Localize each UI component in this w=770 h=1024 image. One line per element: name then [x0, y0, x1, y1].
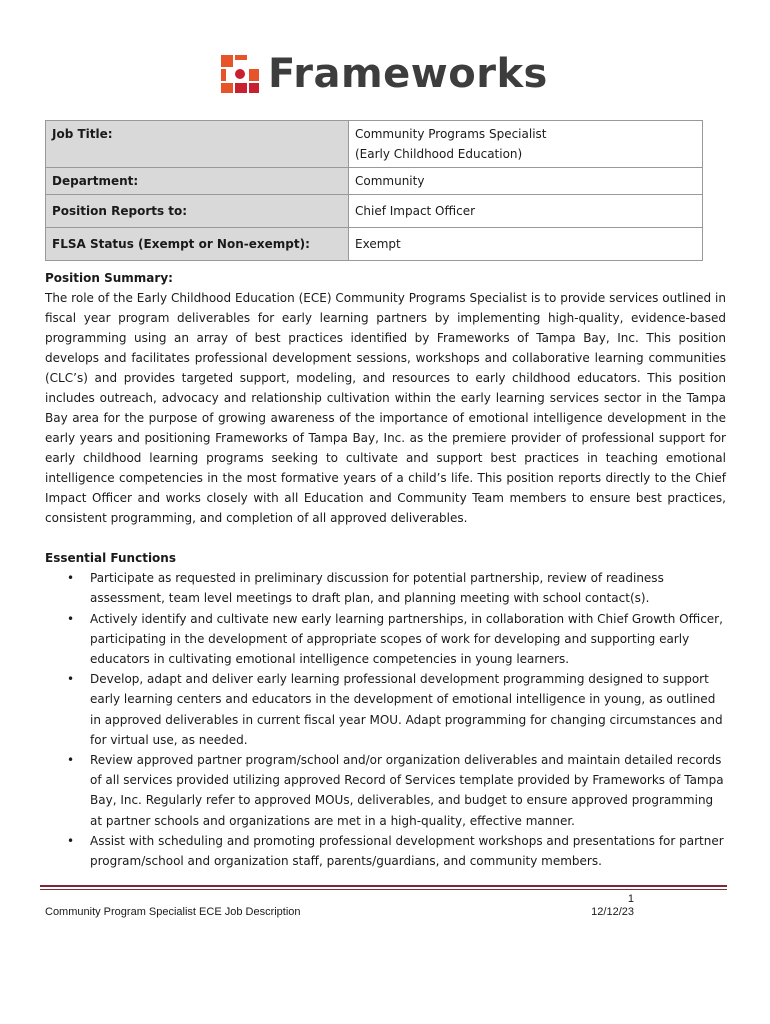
list-item: [45, 568, 726, 608]
essential-functions-list: [45, 568, 726, 871]
bullet-icon: •: [67, 672, 75, 687]
list-item-text: Develop, adapt and deliver early learning professional development programming designed to support early learning centers and educators in the development of emotional intelligence in young, as outlined in approved deliverables in current fiscal year MOU. Adapt programming for changing circumstances and for virtual use, as needed.: [90, 672, 723, 747]
frameworks-logo: [220, 52, 548, 96]
position-summary-text: The role of the Early Childhood Education (ECE) Community Programs Specialist is to provide services outlined in fiscal year program deliverables for early learning partners by implementing high-quality, evidence-based programming using an array of best practices identified by Frameworks of Tampa Bay, Inc. This position develops and facilitates professional development sessions, workshops and collaborative learning communities (CLC’s) and provides targeted support, modeling, and resources to early childhood educators. This position includes outreach, advocacy and relationship cultivation within the early learning services sector in the Tampa Bay area for the purpose of growing awareness of the importance of emotional intelligence development in the early years and positioning Frameworks of Tampa Bay, Inc. as the premiere provider of professional support for early childhood learning programs seeking to cultivate and support best practices in teaching emotional intelligence competencies in the most formative years of a child’s life. This position reports directly to the Chief Impact Officer and works closely with all Education and Community Team members to ensure best practices, consistent programming, and completion of all approved deliverables.: [45, 291, 726, 525]
bullet-icon: •: [67, 753, 75, 768]
bullet-icon: •: [67, 833, 75, 848]
list-item: [45, 669, 726, 750]
essential-functions-section: [45, 548, 726, 871]
list-item: [45, 750, 726, 831]
job-title-value-line1: Community Programs Specialist: [355, 127, 547, 141]
list-item-text: Participate as requested in preliminary discussion for potential partnership, review of readiness assessment, team level meetings to draft plan, and planning meeting with school contact(s).: [90, 571, 664, 606]
table-row-reports-to: [46, 195, 703, 228]
footer-document-title: Community Program Specialist ECE Job Description: [45, 906, 301, 918]
table-row-department: [46, 168, 703, 195]
department-label: Department:: [46, 168, 349, 195]
job-info-table: [45, 120, 703, 261]
frameworks-logo-icon: [220, 54, 262, 94]
list-item-text: Assist with scheduling and promoting professional development workshops and presentations for partner program/school and organization staff, parents/guardians, and community members.: [90, 833, 724, 869]
logo-wordmark: Frameworks: [268, 51, 548, 97]
footer-divider: [40, 885, 727, 887]
reports-to-value: Chief Impact Officer: [349, 195, 703, 228]
bullet-icon: •: [67, 571, 75, 586]
bullet-icon: •: [67, 611, 75, 626]
reports-to-label: Position Reports to:: [46, 195, 349, 228]
flsa-status-label: FLSA Status (Exempt or Non-exempt):: [46, 228, 349, 261]
position-summary-heading: Position Summary:: [45, 271, 173, 285]
list-item-text: Actively identify and cultivate new early learning partnerships, in collaboration with Chief Growth Officer, participating in the development of appropriate scopes of work for developing and supporting early educators in cultivating emotional intelligence competencies in young learners.: [90, 611, 723, 667]
footer-date: 12/12/23: [591, 906, 634, 918]
job-title-label: Job Title:: [46, 121, 349, 168]
position-summary-section: [45, 268, 726, 528]
job-title-value-line2: (Early Childhood Education): [355, 147, 523, 161]
department-value: Community: [349, 168, 703, 195]
list-item: [45, 831, 726, 871]
footer-divider-thin: [40, 889, 727, 890]
list-item-text: Review approved partner program/school and/or organization deliverables and maintain detailed records of all services provided utilizing approved Record of Services template provided by Frameworks of Tampa Bay, Inc. Regularly refer to approved MOUs, deliverables, and budget to ensure approved programming at partner schools and organizations are met in a high-quality, effective manner.: [90, 753, 724, 828]
flsa-status-value: Exempt: [349, 228, 703, 261]
table-row-flsa-status: [46, 228, 703, 261]
list-item: [45, 609, 726, 670]
table-row-job-title: [46, 121, 703, 168]
essential-functions-heading: Essential Functions: [45, 551, 176, 565]
footer-page-number: 1: [627, 893, 634, 905]
job-title-value: [349, 121, 703, 168]
